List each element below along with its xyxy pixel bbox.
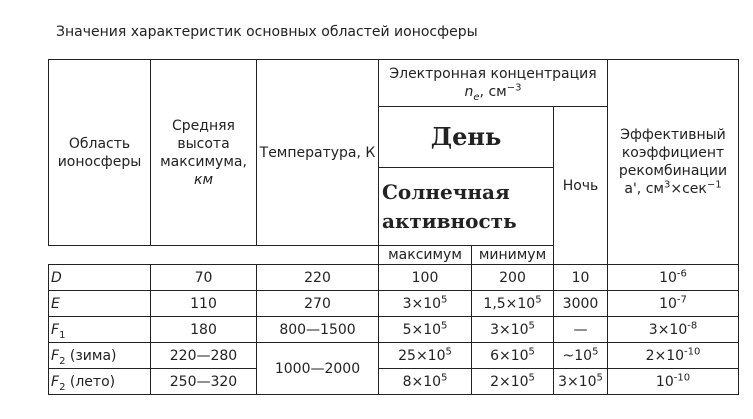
table-row: [49, 343, 739, 369]
header-concentration-sub: e: [473, 91, 480, 103]
cell-region: $F_2$ (зима): [49, 343, 151, 369]
cell-height: 220—280: [151, 343, 257, 369]
header-concentration-unit: , см: [479, 84, 507, 100]
header-day: День: [379, 107, 554, 168]
header-recombination: [608, 60, 739, 265]
header-concentration-exp: −3: [506, 82, 522, 94]
header-recombination-text: Эффективный коэффициент рекомбинации: [618, 127, 728, 179]
cell-region: $F_1$: [49, 317, 151, 343]
cell-min: $1,5\times 10^5$: [472, 291, 554, 317]
cell-height: 250—320: [151, 369, 257, 395]
cell-height: 70: [151, 265, 257, 291]
cell-night: 10: [554, 265, 608, 291]
ionosphere-table: [48, 59, 739, 395]
cell-recombination: $10^{-6}$: [608, 265, 739, 291]
cell-max: $25\times 10^5$: [379, 343, 472, 369]
cell-min: 200: [472, 265, 554, 291]
cell-night: $3\times 10^5$: [554, 369, 608, 395]
header-recombination-exp2: −1: [706, 179, 722, 191]
cell-height: 180: [151, 317, 257, 343]
cell-recombination: $2\times 10^{-10}$: [608, 343, 739, 369]
cell-min: $6\times 10^5$: [472, 343, 554, 369]
cell-max: $3\times 10^5$: [379, 291, 472, 317]
header-night: Ночь: [554, 107, 608, 265]
cell-temperature: 220: [257, 265, 379, 291]
cell-recombination: $10^{-10}$: [608, 369, 739, 395]
cell-night: 3000: [554, 291, 608, 317]
cell-region: $F_2$ (лето): [49, 369, 151, 395]
header-concentration: [379, 60, 608, 107]
table-row: [49, 265, 739, 291]
cell-max: $5\times 10^5$: [379, 317, 472, 343]
table-row: [49, 317, 739, 343]
header-concentration-symbol: n: [464, 84, 474, 100]
header-recombination-symbol: а',: [624, 181, 642, 197]
header-temperature: Температура, К: [257, 60, 379, 246]
header-recombination-unit2: ×сек: [670, 181, 707, 197]
header-min: минимум: [472, 246, 554, 265]
header-height: [151, 60, 257, 246]
header-recombination-exp1: 3: [663, 179, 671, 191]
table-caption: Значения характеристик основных областей ионосферы: [56, 24, 478, 40]
cell-max: 100: [379, 265, 472, 291]
cell-temperature: 800—1500: [257, 317, 379, 343]
header-recombination-unit1: см: [641, 181, 664, 197]
cell-temperature: 1000—2000: [257, 343, 379, 395]
cell-height: 110: [151, 291, 257, 317]
cell-min: $3\times 10^5$: [472, 317, 554, 343]
header-max: максимум: [379, 246, 472, 265]
header-height-text: Средняя высота максимума,: [160, 117, 247, 170]
table-row: [49, 369, 739, 395]
header-region: Область ионосферы: [49, 60, 151, 246]
header-height-unit: км: [193, 171, 214, 188]
cell-min: $2\times 10^5$: [472, 369, 554, 395]
header-solar-activity: Солнечная активность: [379, 168, 554, 246]
cell-recombination: $3\times 10^{-8}$: [608, 317, 739, 343]
cell-max: $8\times 10^5$: [379, 369, 472, 395]
cell-night: —: [554, 317, 608, 343]
table-row: [49, 291, 739, 317]
cell-night: $\sim 10^5$: [554, 343, 608, 369]
cell-temperature: 270: [257, 291, 379, 317]
cell-recombination: $10^{-7}$: [608, 291, 739, 317]
header-concentration-text: Электронная концентрация: [389, 66, 597, 82]
cell-region: D: [49, 265, 151, 291]
cell-region: E: [49, 291, 151, 317]
